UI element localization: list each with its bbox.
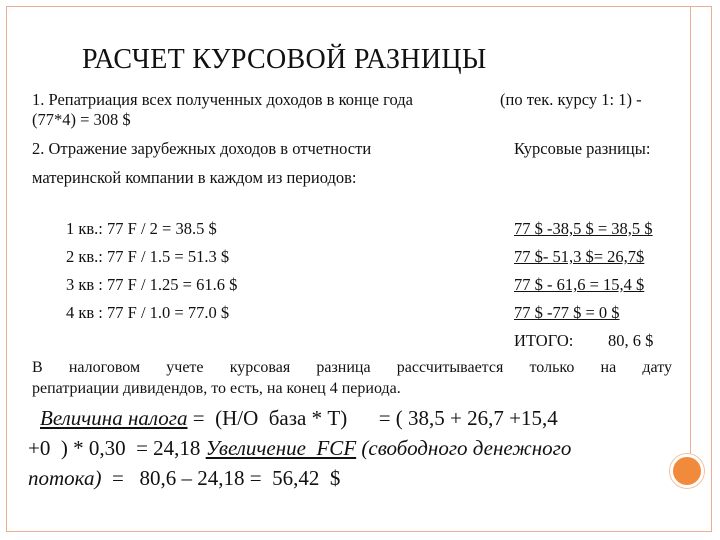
total-label: ИТОГО: bbox=[514, 331, 574, 350]
formula-line1 bbox=[40, 406, 558, 431]
fcf-label: Увеличение FCF bbox=[205, 436, 357, 460]
fcf-result: = 80,6 – 24,18 = 56,42 $ bbox=[101, 466, 341, 490]
formula-line2 bbox=[28, 436, 571, 461]
row-4-left: 4 кв : 77 F / 1.0 = 77.0 $ bbox=[66, 303, 230, 322]
formula-line3 bbox=[28, 466, 340, 491]
slide-title: РАСЧЕТ КУРСОВОЙ РАЗНИЦЫ bbox=[82, 44, 487, 75]
item1-line2: (77*4) = 308 $ bbox=[32, 110, 131, 129]
tax-label: Величина налога bbox=[40, 406, 188, 430]
frame-right-rule bbox=[690, 6, 691, 466]
tax-calc: +0 ) * 0,30 = 24,18 bbox=[28, 436, 201, 460]
item2-line2: материнской компании в каждом из периодов: bbox=[32, 168, 357, 187]
row-3-left: 3 кв : 77 F / 1.25 = 61.6 $ bbox=[66, 275, 238, 294]
row-3-right: 77 $ - 61,6 = 15,4 $ bbox=[514, 275, 645, 294]
fcf-paren: (свободного денежного bbox=[361, 436, 572, 460]
tax-expression: = (Н/О база * Т) = ( 38,5 + 26,7 +15,4 bbox=[187, 406, 558, 430]
orange-circle-decoration bbox=[670, 454, 704, 488]
row-1-right: 77 $ -38,5 $ = 38,5 $ bbox=[514, 219, 653, 238]
row-2-left: 2 кв.: 77 F / 1.5 = 51.3 $ bbox=[66, 247, 230, 266]
total-value: 80, 6 $ bbox=[608, 331, 654, 350]
row-4-right: 77 $ -77 $ = 0 $ bbox=[514, 303, 620, 322]
row-2-right: 77 $- 51,3 $= 26,7$ bbox=[514, 247, 645, 266]
fcf-paren-end: потока) bbox=[28, 466, 102, 490]
row-1-left: 1 кв.: 77 F / 2 = 38.5 $ bbox=[66, 219, 217, 238]
item2-line1-left: 2. Отражение зарубежных доходов в отчетности bbox=[32, 139, 372, 158]
item1-line1-right: (по тек. курсу 1: 1) - bbox=[500, 90, 642, 109]
item1-line1-left: 1. Репатриация всех полученных доходов в конце года bbox=[32, 90, 413, 109]
note-line1: В налоговом учете курсовая разница рассчитывается только на дату bbox=[32, 359, 672, 376]
note-line2: репатриации дивидендов, то есть, на конец 4 периода. bbox=[32, 380, 401, 397]
item2-line1-right: Курсовые разницы: bbox=[514, 139, 651, 158]
